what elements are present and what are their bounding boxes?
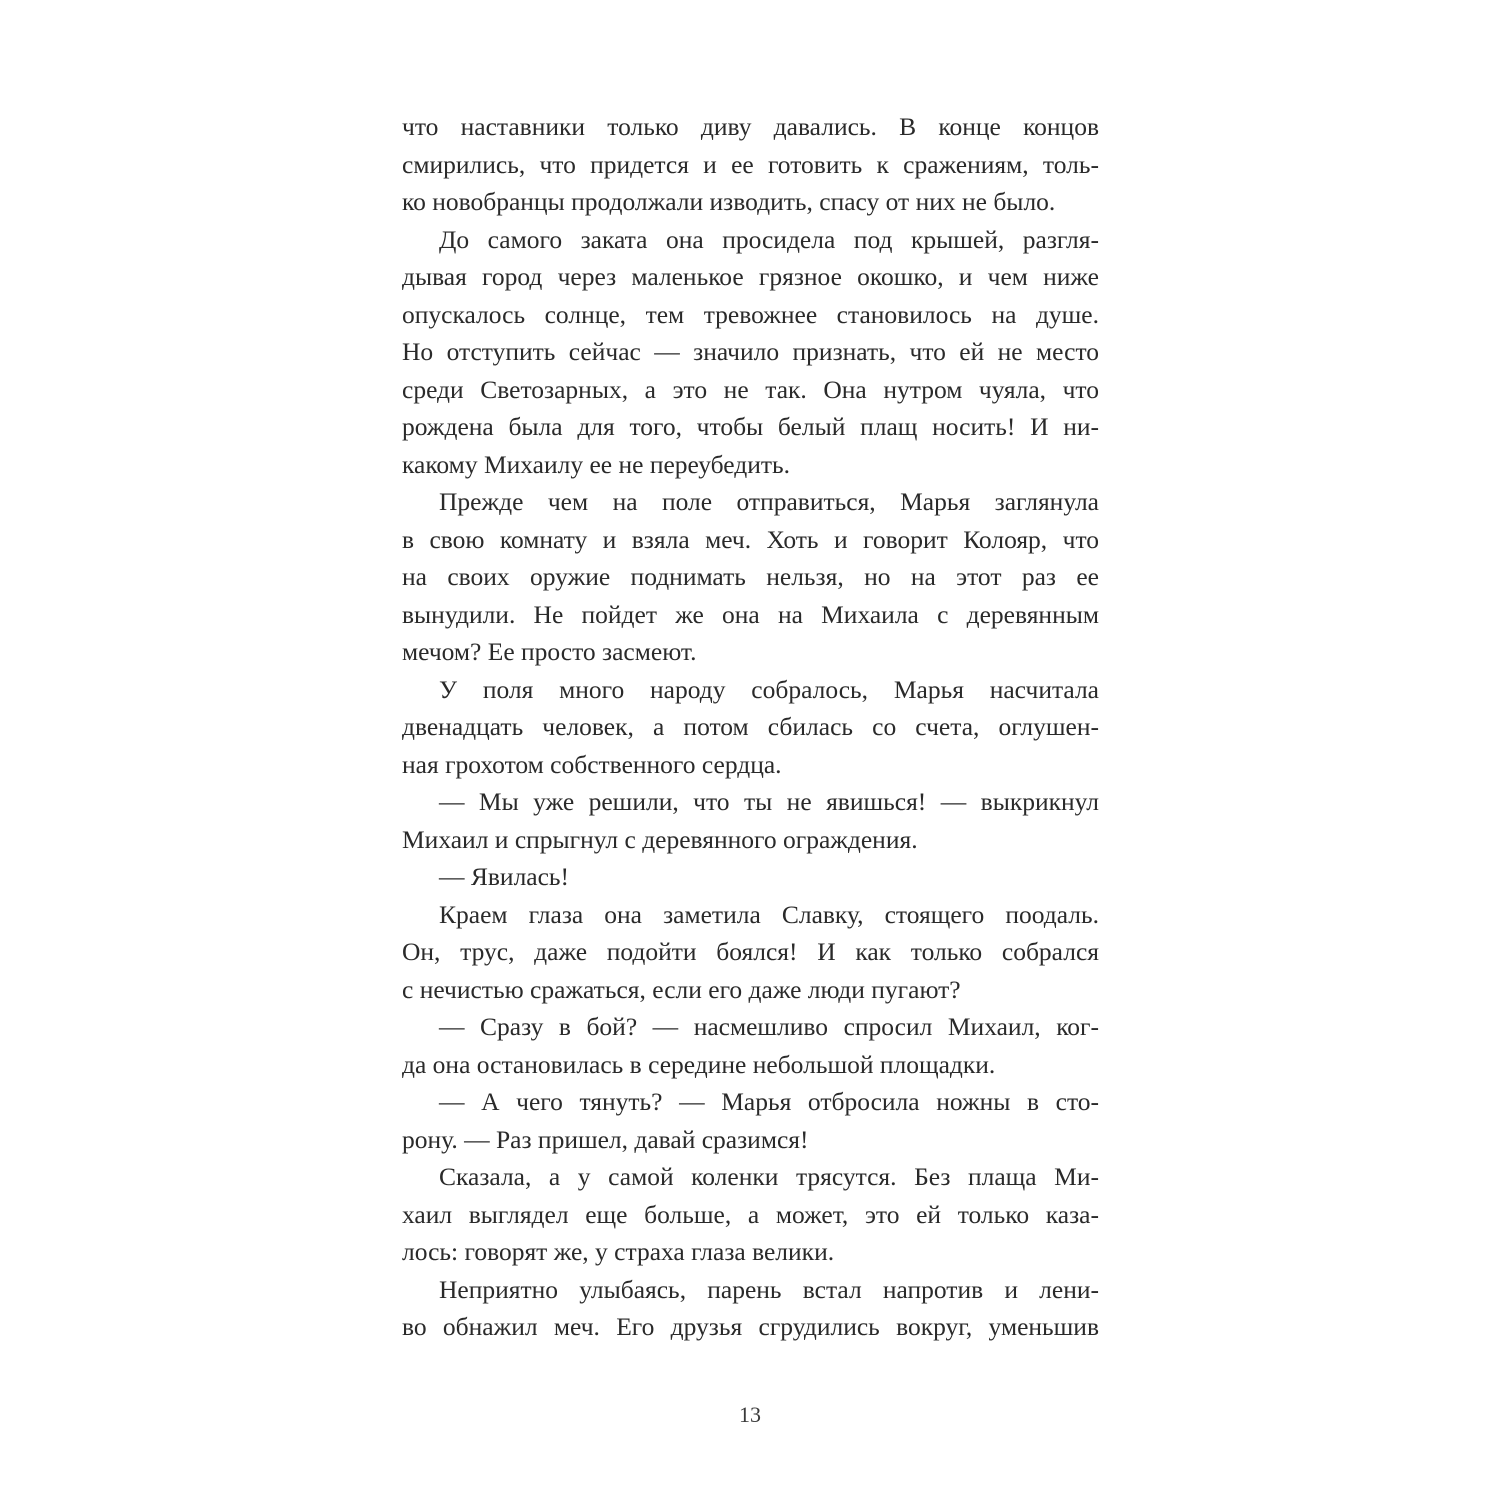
- text-line: ко новобранцы продолжали изводить, спасу от них не было.: [402, 187, 1056, 216]
- page-number: 13: [739, 1402, 761, 1427]
- text-line: — А чего тянуть? — Марья отбросила ножны в сто-: [439, 1087, 1099, 1116]
- text-line: лось: говорят же, у страха глаза велики.: [402, 1237, 835, 1266]
- text-line: на своих оружие поднимать нельзя, но на этот раз ее: [402, 562, 1099, 591]
- text-line: хаил выглядел еще больше, а может, это ей только каза-: [402, 1199, 1099, 1229]
- text-line: Михаил и спрыгнул с деревянного ограждения.: [402, 824, 918, 854]
- text-line: До самого заката она просидела под крышей, разгля-: [439, 224, 1099, 254]
- text-line: смирились, что придется и ее готовить к сражениям, толь-: [402, 149, 1099, 179]
- body-text: [402, 108, 1099, 1346]
- text-line: Прежде чем на поле отправиться, Марья заглянула: [439, 487, 1099, 516]
- text-line: дывая город через маленькое грязное окошко, и чем ниже: [402, 262, 1099, 291]
- text-line: мечом? Ее просто засмеют.: [402, 637, 697, 666]
- text-line: да она остановилась в середине небольшой площадки.: [402, 1049, 996, 1079]
- text-line: с нечистью сражаться, если его даже люди пугают?: [402, 974, 961, 1004]
- text-line: ная грохотом собственного сердца.: [402, 749, 782, 779]
- text-line: Краем глаза она заметила Славку, стоящего поодаль.: [439, 899, 1099, 929]
- text-line: Он, трус, даже подойти боялся! И как только собрался: [402, 937, 1099, 966]
- text-line: У поля много народу собралось, Марья насчитала: [439, 674, 1099, 704]
- text-line: — Сразу в бой? — насмешливо спросил Михаил, ког-: [439, 1012, 1099, 1041]
- text-line: вынудили. Не пойдет же она на Михаила с деревянным: [402, 599, 1099, 629]
- text-line: Но отступить сейчас — значило признать, что ей не место: [402, 337, 1099, 366]
- text-line: Сказала, а у самой коленки трясутся. Без плаща Ми-: [439, 1162, 1099, 1191]
- text-line: в свою комнату и взяла меч. Хоть и говорит Колояр, что: [402, 524, 1099, 554]
- text-line: какому Михаилу ее не переубедить.: [402, 449, 791, 479]
- text-line: что наставники только диву давались. В конце концов: [402, 112, 1099, 141]
- text-line: Неприятно улыбаясь, парень встал напротив и лени-: [439, 1274, 1099, 1304]
- text-line: опускалось солнце, тем тревожнее становилось на душе.: [402, 299, 1099, 329]
- text-line: во обнажил меч. Его друзья сгрудились вокруг, уменьшив: [402, 1312, 1099, 1341]
- text-line: — Явилась!: [439, 862, 570, 891]
- text-line: двенадцать человек, а потом сбилась со счета, оглушен-: [402, 712, 1099, 741]
- text-line: среди Светозарных, а это не так. Она нутром чуяла, что: [402, 374, 1099, 404]
- text-line: рону. — Раз пришел, давай сразимся!: [402, 1124, 809, 1154]
- text-line: — Мы уже решили, что ты не явишься! — выкрикнул: [439, 787, 1099, 816]
- text-line: рождена была для того, чтобы белый плащ носить! И ни-: [402, 412, 1099, 441]
